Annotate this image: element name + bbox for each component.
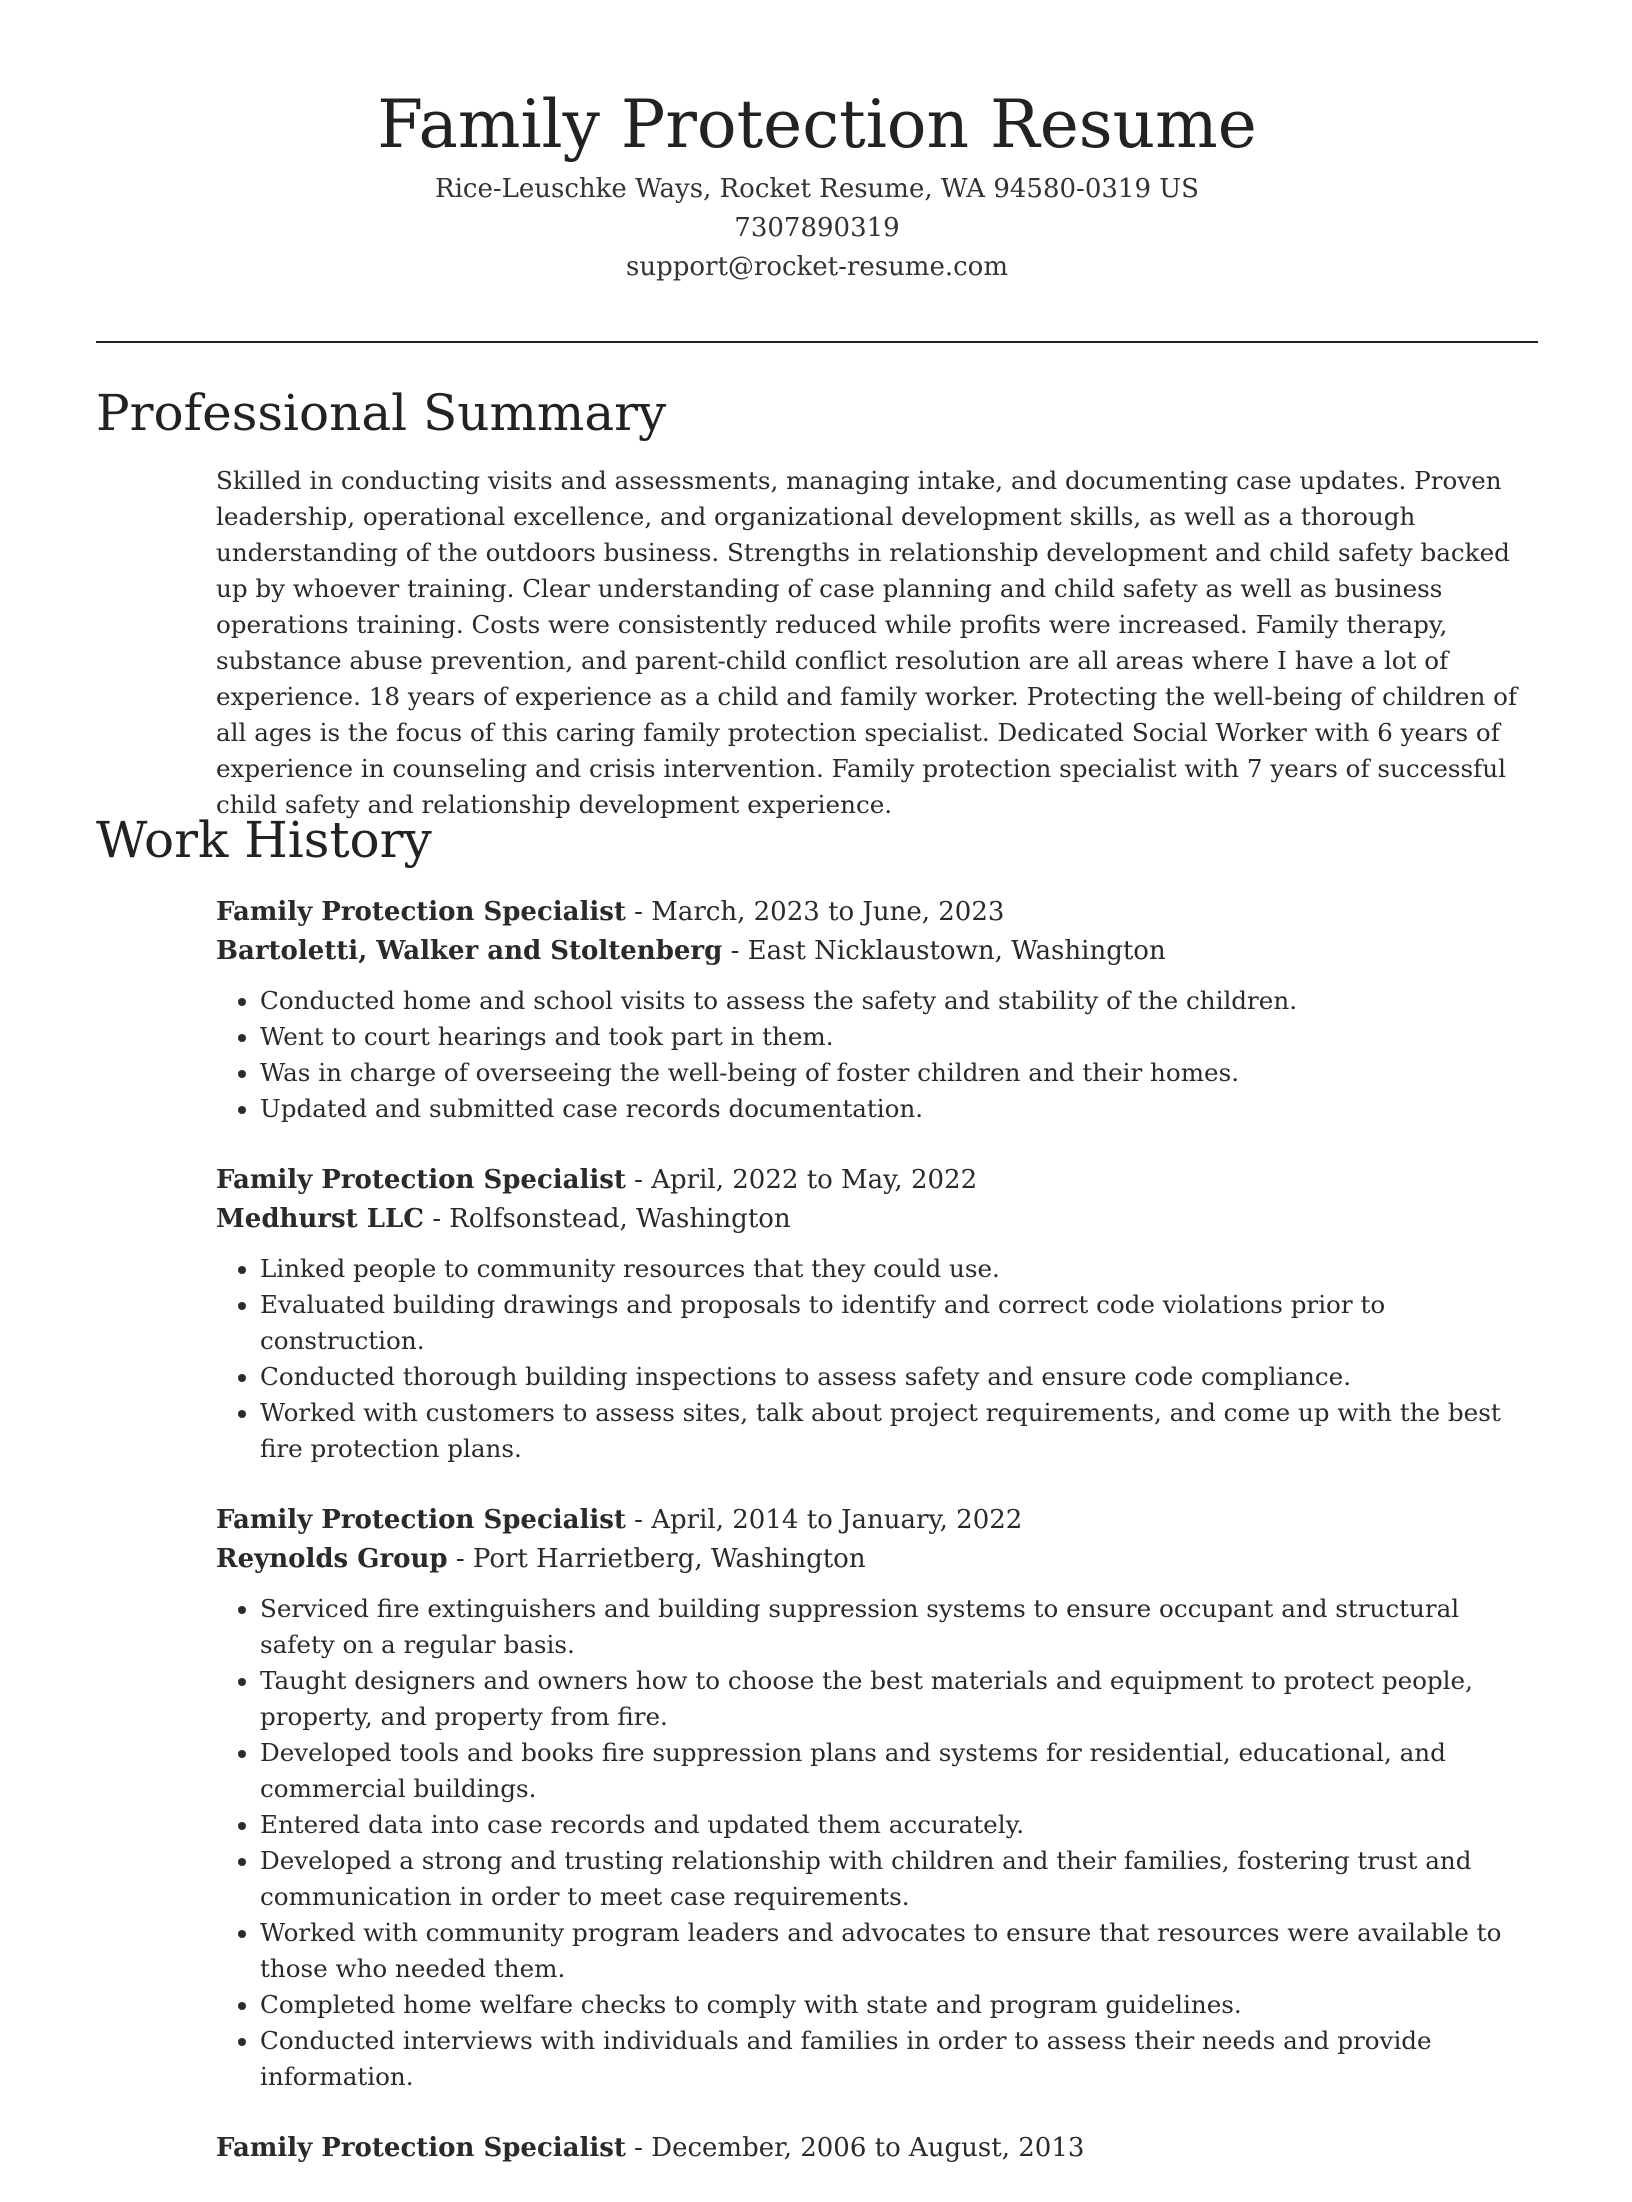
- job-dates: April, 2022 to May, 2022: [651, 1165, 978, 1195]
- resume-name: Family Protection Resume: [377, 86, 1257, 163]
- job-separator: -: [625, 897, 652, 927]
- summary-text: Skilled in conducting visits and assessments, managing intake, and documenting case updates. Proven leadership, operational excellence, and organizational development skills, as well as a thorough understanding of the outdoors business. Strengths in relationship development and child safety backed up by whoever training. Clear understanding of case planning and child safety as well as business operations training. Costs were consistently reduced while profits were increased. Family therapy, substance abuse prevention, and parent-child conflict resolution are all areas where I have a lot of experience. 18 years of experience as a child and family worker. Protecting the well-being of children of all ages is the focus of this caring family protection specialist. Dedicated Social Worker with 6 years of experience in counseling and crisis intervention. Family protection specialist with 7 years of successful child safety and relationship development experience.: [216, 466, 1518, 819]
- work-history-heading: Work History: [96, 811, 432, 869]
- job-role: Family Protection Specialist: [216, 1505, 626, 1535]
- duty-item: • Serviced fire extinguishers and building suppression systems to ensure occupant and structural safety on a regular basis.: [260, 1591, 1538, 1663]
- work-history-list: [216, 893, 1538, 2202]
- job-title-line: [216, 1501, 1538, 1540]
- job-title-line: [216, 1161, 1538, 1200]
- job-company-line: [216, 932, 1538, 971]
- job-separator: -: [423, 1204, 450, 1234]
- duty-item: • Developed a strong and trusting relationship with children and their families, fostering trust and communication in order to meet case requirements.: [260, 1843, 1538, 1915]
- contact-address: Rice-Leuschke Ways, Rocket Resume, WA 94580-0319 US: [435, 174, 1199, 204]
- job-role: Family Protection Specialist: [216, 897, 626, 927]
- duty-item: • Conducted thorough building inspections to assess safety and ensure code compliance.: [260, 1359, 1538, 1395]
- job-separator: -: [447, 1544, 473, 1574]
- job-location: Rolfsonstead, Washington: [449, 1204, 791, 1234]
- duty-item: • Conducted interviews with individuals and families in order to assess their needs and provide information.: [260, 2023, 1538, 2095]
- job-separator: -: [625, 1505, 652, 1535]
- job-dates: April, 2014 to January, 2022: [651, 1505, 1023, 1535]
- job-duties: [216, 1251, 1538, 1467]
- job-dates: March, 2023 to June, 2023: [651, 897, 1005, 927]
- job-company: Bartoletti, Walker and Stoltenberg: [216, 936, 723, 966]
- job-location: Port Harrietberg, Washington: [472, 1544, 866, 1574]
- job-separator: -: [722, 936, 748, 966]
- duty-item: • Worked with community program leaders and advocates to ensure that resources were available to those who needed them.: [260, 1915, 1538, 1987]
- job-title-line: [216, 893, 1538, 932]
- job-separator: -: [625, 2133, 652, 2163]
- job-entry: [216, 1161, 1538, 1467]
- duty-item: • Linked people to community resources that they could use.: [260, 1251, 1538, 1287]
- header-divider: [96, 341, 1538, 343]
- job-entry: [216, 2129, 1538, 2168]
- duty-item: • Was in charge of overseeing the well-being of foster children and their homes.: [260, 1055, 1538, 1091]
- summary-heading: Professional Summary: [96, 384, 667, 442]
- job-company: Reynolds Group: [216, 1544, 448, 1574]
- job-duties: [216, 1591, 1538, 2095]
- resume-header: [96, 80, 1538, 287]
- duty-item: • Evaluated building drawings and proposals to identify and correct code violations prior to construction.: [260, 1287, 1538, 1359]
- job-dates: December, 2006 to August, 2013: [651, 2133, 1085, 2163]
- job-company-line: [216, 1200, 1538, 1239]
- job-title-line: [216, 2129, 1538, 2168]
- duty-item: • Completed home welfare checks to comply with state and program guidelines.: [260, 1987, 1538, 2023]
- job-entry: [216, 893, 1538, 1127]
- job-entry: [216, 1501, 1538, 2095]
- contact-email: support@rocket-resume.com: [625, 252, 1008, 282]
- job-duties: [216, 983, 1538, 1127]
- duty-item: • Worked with customers to assess sites, talk about project requirements, and come up with the best fire protection plans.: [260, 1395, 1538, 1467]
- job-role: Family Protection Specialist: [216, 1165, 626, 1195]
- duty-item: • Developed tools and books fire suppression plans and systems for residential, educational, and commercial buildings.: [260, 1735, 1538, 1807]
- job-company-line: [216, 1540, 1538, 1579]
- duty-item: • Taught designers and owners how to choose the best materials and equipment to protect people, property, and property from fire.: [260, 1663, 1538, 1735]
- duty-item: • Entered data into case records and updated them accurately.: [260, 1807, 1538, 1843]
- duty-item: • Conducted home and school visits to assess the safety and stability of the children.: [260, 983, 1538, 1019]
- contact-phone: 7307890319: [734, 213, 900, 243]
- job-company: Medhurst LLC: [216, 1204, 424, 1234]
- job-location: East Nicklaustown, Washington: [747, 936, 1166, 966]
- duty-item: • Updated and submitted case records documentation.: [260, 1091, 1538, 1127]
- job-separator: -: [625, 1165, 652, 1195]
- job-role: Family Protection Specialist: [216, 2133, 626, 2163]
- duty-item: • Went to court hearings and took part in them.: [260, 1019, 1538, 1055]
